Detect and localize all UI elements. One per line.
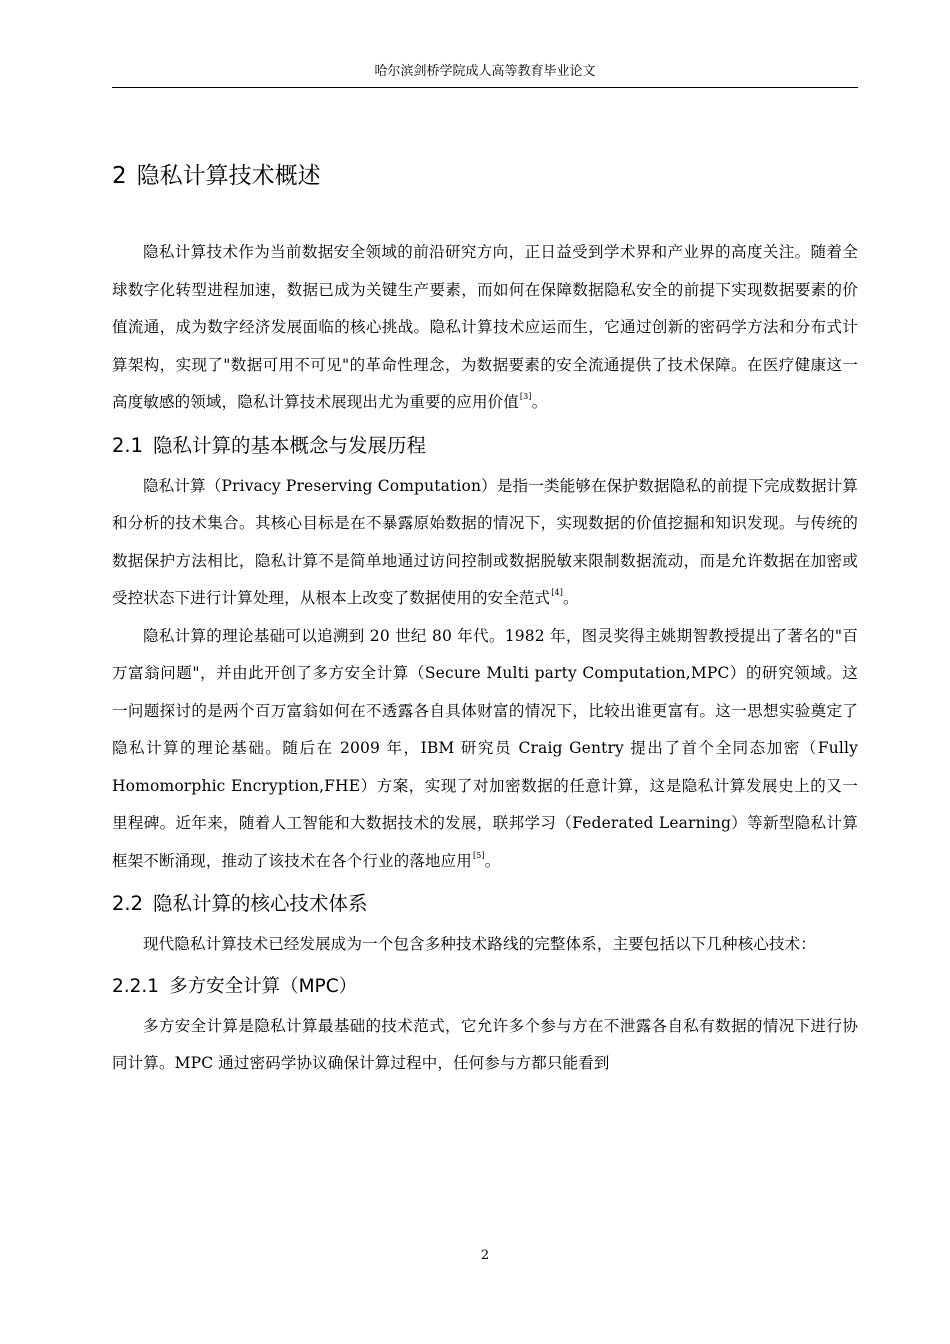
header-divider (112, 87, 858, 88)
paragraph-end: 。 (484, 851, 501, 870)
intro-text: 隐私计算技术作为当前数据安全领域的前沿研究方向，正日益受到学术界和产业界的高度关注。随着全球数字化转型进程加速，数据已成为关键生产要素，而如何在保障数据隐私安全的前提下实现数据要素的价值流通，成为数字经济发展面临的核心挑战。隐私计算技术应运而生，它通过创新的密码学方法和分布式计算架构，实现了"数据可用不可见"的革命性理念，为数据要素的安全流通提供了技术保障。在医疗健康这一高度敏感的领域，隐私计算技术展现出尤为重要的应用价值 (112, 243, 858, 411)
running-header: 哈尔滨剑桥学院成人高等教育毕业论文 (374, 64, 596, 79)
section-title: 隐私计算的基本概念与发展历程 (153, 433, 427, 457)
paragraph-end: 。 (563, 589, 579, 607)
chapter-number: 2 (112, 163, 127, 189)
paragraph-2-2-1: 现代隐私计算技术已经发展成为一个包含多种技术路线的完整体系，主要包括以下几种核心技术： (143, 935, 816, 953)
section-title: 隐私计算的核心技术体系 (153, 892, 368, 915)
section-number: 2.1 (112, 433, 144, 457)
citation-ref: [4] (551, 588, 563, 597)
page-number: 2 (480, 1248, 490, 1263)
intro-paragraph (112, 234, 858, 422)
intro-end: 。 (531, 393, 548, 411)
subsection-title: 多方安全计算（MPC） (169, 975, 358, 997)
section-number: 2.2 (112, 892, 144, 915)
subsection-heading-2-2-1 (112, 970, 858, 1004)
subsection-number: 2.2.1 (112, 975, 160, 997)
paragraph-2-1-1 (112, 468, 858, 618)
chapter-title (112, 156, 858, 196)
citation-ref: [5] (472, 850, 485, 860)
paragraph-text: 隐私计算的理论基础可以追溯到 20 世纪 80 年代。1982 年，图灵奖得主姚期智教授提出了著名的"百万富翁问题"，并由此开创了多方安全计算（Secure Multi party Computation,MPC）的研究领域。这一问题探讨的是两个百万富翁如何在不透露各自具体财富的情况下，比较出谁更富有。这一思想实验奠定了隐私计算的理论基础。随后在 2009 年，IBM 研究员 Craig Gentry 提出了首个全同态加密（Fully Homomorphic Encryption,FHE）方案，实现了对加密数据的任意计算，这是隐私计算发展史上的又一里程碑。近年来，随着人工智能和大数据技术的发展，联邦学习（Federated Learning）等新型隐私计算框架不断涌现，推动了该技术在各个行业的落地应用 (112, 626, 858, 870)
paragraph-text: 隐私计算（Privacy Preserving Computation）是指一类能够在保护数据隐私的前提下完成数据计算和分析的技术集合。其核心目标是在不暴露原始数据的情况下，实现数据的价值挖掘和知识发现。与传统的数据保护方法相比，隐私计算不是简单地通过访问控制或数据脱敏来限制数据流动，而是允许数据在加密或受控状态下进行计算处理，从根本上改变了数据使用的安全范式 (112, 476, 858, 607)
page-body (112, 156, 858, 1083)
section-heading-2-2 (112, 886, 858, 922)
chapter-title-text: 隐私计算技术概述 (136, 163, 321, 189)
section-heading-2-1 (112, 428, 858, 464)
citation-ref: [3] (519, 392, 532, 401)
paragraph-2-1-2 (112, 618, 858, 881)
paragraph-2-2-1-1: 多方安全计算是隐私计算最基础的技术范式，它允许多个参与方在不泄露各自私有数据的情况下进行协同计算。MPC 通过密码学协议确保计算过程中，任何参与方都只能看到 (112, 1016, 858, 1072)
